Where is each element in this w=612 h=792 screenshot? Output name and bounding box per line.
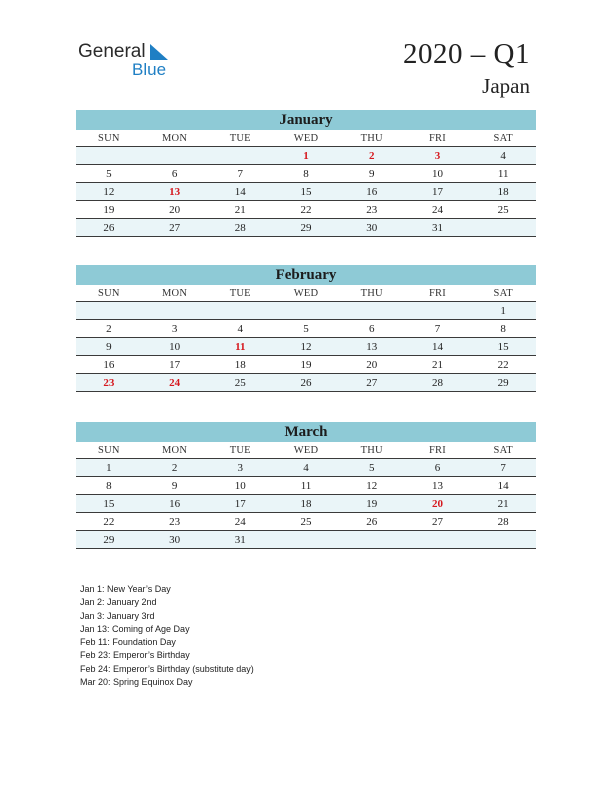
- weekday-label: SUN: [98, 444, 120, 456]
- day-cell: 18: [300, 497, 312, 510]
- day-cell: 27: [431, 515, 443, 528]
- day-cell: 2: [106, 322, 112, 335]
- weekday-label: SAT: [493, 444, 513, 456]
- day-cell: 23: [103, 376, 115, 389]
- day-cell: 21: [234, 203, 246, 216]
- week-row: [76, 477, 536, 495]
- day-cell: 9: [368, 167, 375, 180]
- day-cell: 12: [366, 479, 378, 492]
- day-cell: 20: [366, 358, 378, 371]
- weekday-label: TUE: [229, 132, 251, 144]
- weekday-label: MON: [162, 132, 188, 144]
- day-cell: 2: [368, 149, 375, 162]
- day-cell: 3: [237, 461, 244, 474]
- day-cell: 1: [106, 461, 112, 474]
- brand-general-text: General: [78, 41, 146, 62]
- day-cell: 15: [103, 497, 115, 510]
- weekday-label: SAT: [493, 132, 513, 144]
- week-row: [76, 219, 536, 237]
- month-march: [76, 422, 536, 549]
- weekday-label: TUE: [229, 287, 251, 299]
- weekday-header-row: [76, 285, 536, 302]
- day-cell: 3: [434, 149, 441, 162]
- week-row: [76, 531, 536, 549]
- day-cell: 5: [106, 167, 112, 180]
- day-cell: 13: [169, 185, 181, 198]
- holiday-note: Feb 11: Foundation Day: [80, 637, 176, 648]
- day-cell: 12: [300, 340, 312, 353]
- day-cell: 23: [366, 203, 378, 216]
- day-cell: 27: [169, 221, 181, 234]
- holiday-note: Feb 23: Emperor’s Birthday: [80, 650, 190, 661]
- holiday-note: Jan 2: January 2nd: [80, 597, 157, 608]
- day-cell: 12: [103, 185, 115, 198]
- day-cell: 22: [103, 515, 115, 528]
- weekday-label: THU: [360, 287, 383, 299]
- week-row: [76, 338, 536, 356]
- day-cell: 5: [368, 461, 375, 474]
- day-cell: 15: [300, 185, 312, 198]
- month-february: [76, 265, 536, 392]
- day-cell: 4: [500, 149, 506, 162]
- day-cell: 26: [300, 376, 312, 389]
- day-cell: 6: [368, 322, 375, 335]
- weekday-label: SUN: [98, 287, 120, 299]
- week-row: [76, 302, 536, 320]
- week-row: [76, 459, 536, 477]
- weekday-header-row: [76, 442, 536, 459]
- weekday-label: MON: [162, 287, 188, 299]
- day-cell: 22: [497, 358, 509, 371]
- day-cell: 25: [234, 376, 246, 389]
- day-cell: 10: [234, 479, 246, 492]
- day-cell: 23: [169, 515, 181, 528]
- day-cell: 9: [106, 340, 112, 353]
- brand-logo: [78, 41, 167, 79]
- day-cell: 18: [234, 358, 246, 371]
- holiday-notes: [80, 583, 254, 689]
- week-row: [76, 147, 536, 165]
- day-cell: 8: [500, 322, 506, 335]
- day-cell: 31: [234, 533, 246, 546]
- day-cell: 16: [169, 497, 181, 510]
- day-cell: 25: [300, 515, 312, 528]
- day-cell: 18: [497, 185, 509, 198]
- brand-blue-text: Blue: [132, 60, 167, 79]
- day-cell: 24: [169, 376, 181, 389]
- day-cell: 28: [431, 376, 443, 389]
- day-cell: 27: [366, 376, 378, 389]
- day-cell: 5: [303, 322, 309, 335]
- page-title: 2020 – Q1: [403, 38, 530, 70]
- day-cell: 11: [497, 167, 509, 180]
- day-cell: 31: [431, 221, 443, 234]
- weekday-label: FRI: [428, 444, 446, 456]
- day-cell: 16: [103, 358, 115, 371]
- holiday-note: Jan 1: New Year’s Day: [80, 584, 171, 594]
- day-cell: 6: [434, 461, 441, 474]
- day-cell: 17: [169, 358, 181, 371]
- day-cell: 28: [497, 515, 509, 528]
- week-row: [76, 495, 536, 513]
- day-cell: 13: [366, 340, 378, 353]
- country-name: Japan: [482, 74, 530, 98]
- day-cell: 17: [234, 497, 246, 510]
- month-header: March: [76, 422, 536, 442]
- holiday-note: Mar 20: Spring Equinox Day: [80, 677, 193, 688]
- week-row: [76, 374, 536, 392]
- weekday-label: TUE: [229, 444, 251, 456]
- day-cell: 11: [300, 479, 312, 492]
- week-row: [76, 320, 536, 338]
- month-header: February: [76, 265, 536, 285]
- day-cell: 29: [497, 376, 509, 389]
- day-cell: 20: [431, 497, 443, 510]
- day-cell: 29: [300, 221, 312, 234]
- day-cell: 19: [103, 203, 115, 216]
- day-cell: 24: [431, 203, 443, 216]
- weekday-label: WED: [293, 444, 319, 456]
- day-cell: 21: [497, 497, 509, 510]
- day-cell: 8: [106, 479, 112, 492]
- day-cell: 14: [234, 185, 246, 198]
- week-row: [76, 201, 536, 219]
- day-cell: 8: [303, 167, 309, 180]
- day-cell: 19: [300, 358, 312, 371]
- day-cell: 7: [237, 167, 244, 180]
- day-cell: 29: [103, 533, 115, 546]
- day-cell: 30: [169, 533, 181, 546]
- flag-icon: [150, 44, 168, 60]
- day-cell: 16: [366, 185, 378, 198]
- day-cell: 14: [431, 340, 443, 353]
- weekday-label: FRI: [428, 287, 446, 299]
- day-cell: 26: [366, 515, 378, 528]
- week-row: [76, 513, 536, 531]
- day-cell: 1: [303, 149, 309, 162]
- day-cell: 26: [103, 221, 115, 234]
- weekday-label: SUN: [98, 132, 120, 144]
- day-cell: 30: [366, 221, 378, 234]
- weekday-label: WED: [293, 287, 319, 299]
- weekday-label: WED: [293, 132, 319, 144]
- day-cell: 21: [431, 358, 443, 371]
- day-cell: 14: [497, 479, 509, 492]
- day-cell: 2: [171, 461, 178, 474]
- day-cell: 15: [497, 340, 509, 353]
- weekday-header-row: [76, 130, 536, 147]
- week-row: [76, 356, 536, 374]
- day-cell: 10: [431, 167, 443, 180]
- day-cell: 17: [431, 185, 443, 198]
- day-cell: 20: [169, 203, 181, 216]
- day-cell: 1: [500, 304, 506, 317]
- weekday-label: FRI: [428, 132, 446, 144]
- week-row: [76, 183, 536, 201]
- day-cell: 22: [300, 203, 312, 216]
- day-cell: 10: [169, 340, 181, 353]
- month-header: January: [76, 110, 536, 130]
- day-cell: 13: [431, 479, 443, 492]
- weekday-label: THU: [360, 444, 383, 456]
- day-cell: 28: [234, 221, 246, 234]
- day-cell: 25: [497, 203, 509, 216]
- holiday-note: Jan 3: January 3rd: [80, 610, 155, 621]
- day-cell: 9: [171, 479, 178, 492]
- day-cell: 7: [500, 461, 506, 474]
- day-cell: 11: [235, 340, 246, 353]
- day-cell: 6: [171, 167, 178, 180]
- day-cell: 4: [237, 322, 244, 335]
- day-cell: 3: [171, 322, 178, 335]
- month-january: [76, 110, 536, 237]
- holiday-note: Jan 13: Coming of Age Day: [80, 623, 190, 634]
- day-cell: 24: [234, 515, 246, 528]
- holiday-note: Feb 24: Emperor’s Birthday (substitute day): [80, 663, 254, 674]
- weekday-label: THU: [360, 132, 383, 144]
- day-cell: 4: [303, 461, 309, 474]
- week-row: [76, 165, 536, 183]
- weekday-label: MON: [162, 444, 188, 456]
- day-cell: 7: [434, 322, 441, 335]
- day-cell: 19: [366, 497, 378, 510]
- weekday-label: SAT: [493, 287, 513, 299]
